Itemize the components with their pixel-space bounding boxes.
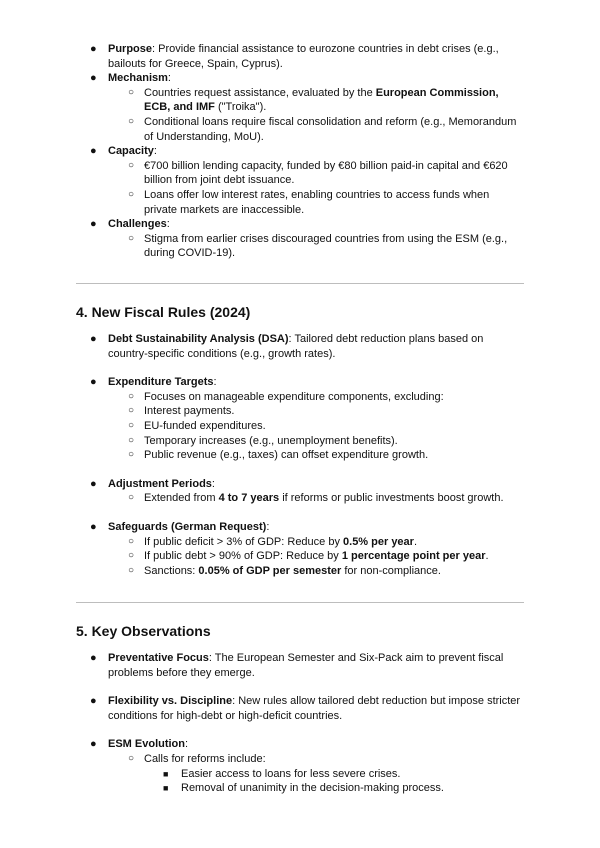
text: Conditional loans require fiscal consolidation and reform (e.g., Memorandum of Understanding, MoU). xyxy=(144,115,517,143)
bullet-square-icon: ■ xyxy=(163,783,169,794)
bullet-circle-icon: ○ xyxy=(128,434,135,446)
text: Focuses on manageable expenditure components, excluding: xyxy=(144,390,444,403)
text: Loans offer low interest rates, enabling countries to access funds when private markets are inaccessible. xyxy=(144,188,490,216)
bold-text: 0.05% of GDP per semester xyxy=(198,564,342,577)
text: Removal of unanimity in the decision-making process. xyxy=(181,782,444,795)
bullet-disc-icon: ● xyxy=(90,652,97,664)
colon: : xyxy=(213,376,217,389)
text: : New rules allow tailored debt reduction but impose stricter conditions for high-debt or high-deficit countries. xyxy=(108,695,521,722)
bullet-circle-icon: ○ xyxy=(128,115,135,127)
list-item-expenditure xyxy=(0,375,600,390)
bullet-circle-icon: ○ xyxy=(128,550,135,562)
list-item-dsa xyxy=(0,332,600,361)
list-item-esm-evolution-sub xyxy=(0,752,600,767)
purpose-text: : Provide financial assistance to eurozone countries in debt crises (e.g., bailouts for Greece, Spain, Cyprus). xyxy=(108,43,499,70)
bullet-disc-icon: ● xyxy=(90,145,97,158)
challenges-label: Challenges xyxy=(108,218,167,231)
bullet-disc-icon: ● xyxy=(90,218,97,231)
text: €700 billion lending capacity, funded by €80 billion paid-in capital and €620 billion from joint debt issuance. xyxy=(144,159,508,187)
esm-evolution-label: ESM Evolution xyxy=(108,738,185,751)
bullet-circle-icon: ○ xyxy=(128,86,135,98)
text: Countries request assistance, evaluated by the xyxy=(144,86,376,99)
list-item-mechanism-sub1 xyxy=(0,86,600,115)
list-item-adjustment xyxy=(0,477,600,492)
bullet-disc-icon: ● xyxy=(90,738,97,751)
list-item-adjustment-sub xyxy=(0,491,600,506)
adjustment-label: Adjustment Periods xyxy=(108,477,212,490)
bullet-disc-icon: ● xyxy=(90,43,97,55)
preventative-label: Preventative Focus xyxy=(108,652,209,664)
colon: : xyxy=(166,218,170,231)
list-item-expenditure-sub xyxy=(0,448,600,463)
text: EU-funded expenditures. xyxy=(144,419,266,432)
text: Stigma from earlier crises discouraged countries from using the ESM (e.g., during COVID-19). xyxy=(144,232,508,260)
purpose-label: Purpose xyxy=(108,43,153,55)
list-item-capacity-sub2 xyxy=(0,188,600,217)
colon: : xyxy=(266,520,270,533)
spacer xyxy=(0,506,600,520)
text: Temporary increases (e.g., unemployment benefits). xyxy=(144,434,398,447)
bullet-disc-icon: ● xyxy=(90,376,97,389)
list-item-flexibility xyxy=(0,694,600,723)
bullet-circle-icon: ○ xyxy=(128,564,135,576)
bullet-circle-icon: ○ xyxy=(128,752,135,764)
list-item-esm-evolution-subsub xyxy=(0,781,600,796)
list-item-safeguards-sub3 xyxy=(0,564,600,579)
text: If public deficit > 3% of GDP: Reduce by xyxy=(144,535,344,548)
text: Calls for reforms include: xyxy=(144,752,266,765)
spacer xyxy=(0,723,600,737)
bullet-circle-icon: ○ xyxy=(128,419,135,431)
list-item-esm-evolution-subsub xyxy=(0,767,600,782)
bullet-circle-icon: ○ xyxy=(128,492,135,504)
colon: : xyxy=(167,72,171,85)
text: for non-compliance. xyxy=(341,564,441,577)
text: : The European Semester and Six-Pack aim to prevent fiscal problems before they emerge. xyxy=(108,652,504,679)
dsa-label: Debt Sustainability Analysis (DSA) xyxy=(108,333,289,345)
capacity-label: Capacity xyxy=(108,145,154,158)
esm-list xyxy=(0,42,600,261)
divider xyxy=(76,602,524,603)
bullet-disc-icon: ● xyxy=(90,520,97,533)
bullet-circle-icon: ○ xyxy=(128,449,135,461)
bullet-disc-icon: ● xyxy=(90,72,97,85)
text: if reforms or public investments boost growth. xyxy=(279,492,504,505)
section-5-heading: 5. Key Observations xyxy=(76,623,211,639)
spacer xyxy=(0,463,600,477)
expenditure-label: Expenditure Targets xyxy=(108,376,214,389)
list-item-expenditure-sub xyxy=(0,404,600,419)
text: Interest payments. xyxy=(144,405,235,418)
text: ("Troika"). xyxy=(214,101,267,114)
bullet-square-icon: ■ xyxy=(163,768,169,779)
bold-text: 0.5% per year xyxy=(343,535,414,548)
text: . xyxy=(485,550,489,563)
bullet-circle-icon: ○ xyxy=(128,232,135,244)
bold-text: 1 percentage point per year xyxy=(341,550,486,563)
text: : Tailored debt reduction plans based on country-specific conditions (e.g., growth rates). xyxy=(108,333,484,360)
list-item-expenditure-sub xyxy=(0,419,600,434)
section-5-list xyxy=(0,651,600,796)
bullet-circle-icon: ○ xyxy=(128,535,135,547)
bullet-circle-icon: ○ xyxy=(128,159,135,171)
list-item-safeguards-sub1 xyxy=(0,535,600,550)
mechanism-label: Mechanism xyxy=(108,72,168,85)
bullet-circle-icon: ○ xyxy=(128,188,135,200)
list-item-challenges-sub1 xyxy=(0,232,600,261)
list-item-mechanism-sub2 xyxy=(0,115,600,144)
colon: : xyxy=(211,477,215,490)
text: . xyxy=(413,535,418,548)
divider xyxy=(76,283,524,284)
list-item-challenges xyxy=(0,217,600,232)
text: Public revenue (e.g., taxes) can offset expenditure growth. xyxy=(144,449,429,462)
list-item-purpose xyxy=(0,42,600,71)
list-item-expenditure-sub xyxy=(0,390,600,405)
spacer xyxy=(0,680,600,694)
colon: : xyxy=(185,738,189,751)
bullet-disc-icon: ● xyxy=(90,333,97,345)
bullet-circle-icon: ○ xyxy=(128,390,135,402)
bullet-disc-icon: ● xyxy=(90,477,97,490)
text: If public debt > 90% of GDP: Reduce by xyxy=(144,550,342,563)
bold-text: European Commission, ECB, and IMF xyxy=(144,86,499,114)
list-item-preventative xyxy=(0,651,600,680)
text: Extended from xyxy=(144,492,219,505)
flexibility-label: Flexibility vs. Discipline xyxy=(108,695,233,708)
list-item-esm-evolution xyxy=(0,737,600,752)
list-item-expenditure-sub xyxy=(0,434,600,449)
bullet-disc-icon: ● xyxy=(90,695,97,708)
colon: : xyxy=(153,145,157,158)
bullet-circle-icon: ○ xyxy=(128,405,135,417)
list-item-capacity xyxy=(0,144,600,159)
section-4-list xyxy=(0,332,600,578)
text: Easier access to loans for less severe crises. xyxy=(181,767,401,780)
list-item-safeguards xyxy=(0,520,600,535)
list-item-capacity-sub1 xyxy=(0,159,600,188)
section-4-heading: 4. New Fiscal Rules (2024) xyxy=(76,304,251,320)
safeguards-label: Safeguards (German Request) xyxy=(108,520,267,533)
list-item-safeguards-sub2 xyxy=(0,549,600,564)
spacer xyxy=(0,361,600,375)
bold-text: 4 to 7 years xyxy=(218,492,280,505)
list-item-mechanism xyxy=(0,71,600,86)
text: Sanctions: xyxy=(144,564,199,577)
